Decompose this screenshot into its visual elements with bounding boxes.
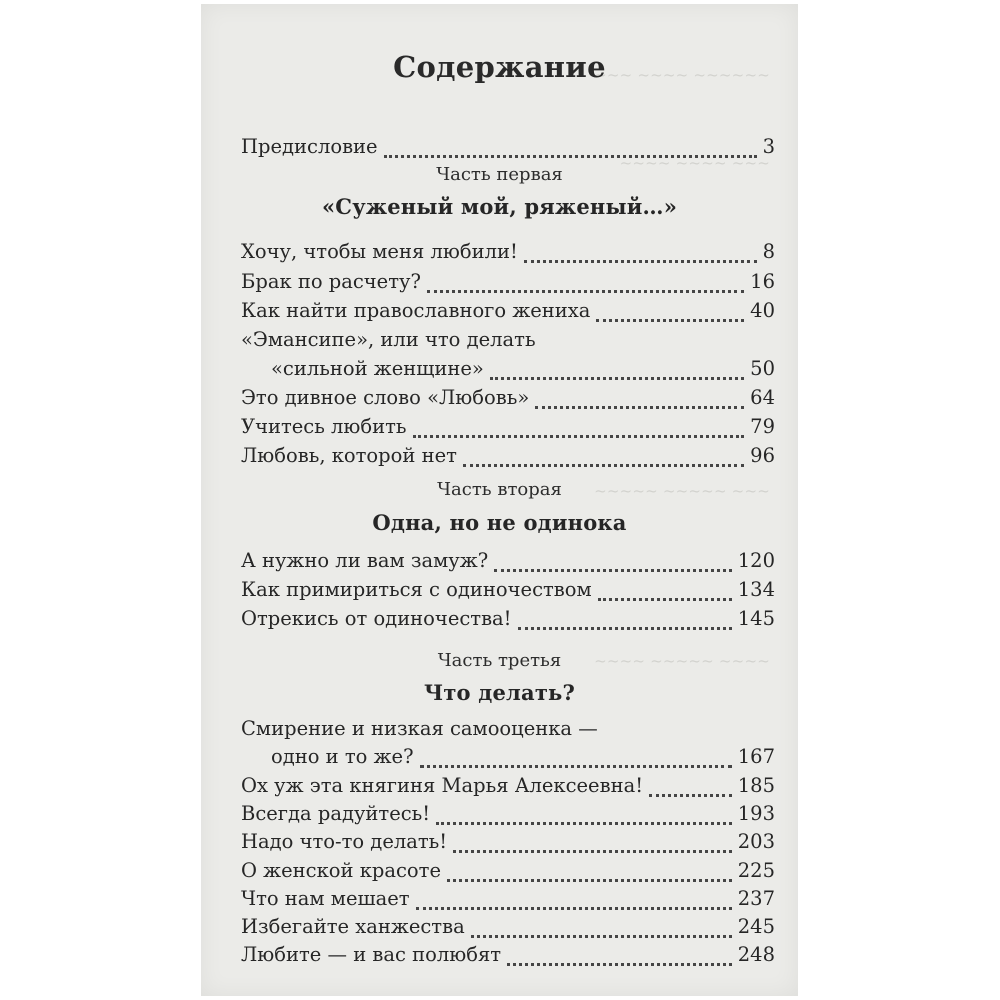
toc-entry-label: Что нам мешает — [241, 887, 410, 910]
toc-entry — [241, 915, 775, 945]
dot-leader — [427, 290, 744, 293]
dot-leader — [535, 406, 744, 409]
page-title: Содержание — [393, 50, 606, 84]
dot-leader — [416, 907, 732, 910]
toc-entry-preface — [241, 135, 775, 165]
toc-entry-page: 120 — [737, 549, 775, 572]
toc-entry-label: Как примириться с одиночеством — [241, 578, 592, 601]
toc-entry — [241, 887, 775, 917]
toc-entry-page: 8 — [762, 240, 775, 263]
toc-entry-label: Предисловие — [241, 135, 378, 158]
dot-leader — [413, 435, 745, 438]
toc-entry-label: одно и то же? — [271, 745, 414, 768]
part-caption: Часть первая — [436, 164, 563, 185]
toc-entry-label: Смирение и низкая самооценка — — [241, 717, 598, 740]
dot-leader — [384, 155, 757, 158]
part-caption: Часть вторая — [437, 479, 562, 500]
part-title: «Суженый мой, ряженый…» — [321, 194, 678, 219]
dot-leader — [463, 464, 744, 467]
show-through-text: ~~~~ ~~~~~ ~~~~ — [594, 652, 770, 670]
dot-leader — [494, 569, 732, 572]
toc-entry-label: Ох уж эта княгиня Марья Алексеевна! — [241, 774, 644, 797]
toc-entry-label: Избегайте ханжества — [241, 915, 465, 938]
part-title: Что делать? — [423, 680, 576, 705]
toc-entry — [241, 578, 775, 608]
toc-entry-page: 248 — [737, 943, 775, 966]
dot-leader — [507, 963, 732, 966]
toc-entry-page: 193 — [737, 802, 775, 825]
show-through-text: ~~~~~ ~~~~~ ~~~ — [594, 482, 770, 500]
toc-entry-label: Как найти православного жениха — [241, 299, 591, 322]
toc-entry — [271, 745, 775, 775]
dot-leader — [598, 598, 732, 601]
toc-entry-page: 185 — [737, 774, 775, 797]
dot-leader — [436, 822, 732, 825]
toc-entry — [241, 386, 775, 416]
toc-entry — [241, 415, 775, 445]
toc-entry — [241, 299, 775, 329]
toc-entry-page: 225 — [737, 859, 775, 882]
toc-entry-page: 64 — [750, 386, 775, 409]
toc-entry — [241, 607, 775, 637]
toc-entry — [241, 802, 775, 832]
toc-entry-page: 203 — [737, 830, 775, 853]
toc-entry-page: 40 — [750, 299, 775, 322]
toc-entry-label: Хочу, чтобы меня любили! — [241, 240, 518, 263]
toc-entry-label: Учитесь любить — [241, 415, 407, 438]
toc-entry-label: Любовь, которой нет — [241, 444, 457, 467]
toc-entry — [241, 549, 775, 579]
toc-entry-label: А нужно ли вам замуж? — [241, 549, 489, 572]
part-caption: Часть третья — [437, 650, 562, 671]
toc-entry-page: 79 — [750, 415, 775, 438]
toc-entry-label: Это дивное слово «Любовь» — [241, 386, 530, 409]
toc-entry-page: 96 — [750, 444, 775, 467]
toc-entry — [241, 774, 775, 804]
toc-entry-label: Любите — и вас полюбят — [241, 943, 502, 966]
toc-entry-label: «Эмансипе», или что делать — [241, 328, 536, 351]
toc-entry-page: 245 — [737, 915, 775, 938]
show-through-text: ~~~ ~~~~ ~~~~~~ — [594, 66, 770, 84]
toc-entry-page: 50 — [750, 357, 775, 380]
toc-entry-page: 167 — [737, 745, 775, 768]
toc-entry-label: Отрекись от одиночества! — [241, 607, 512, 630]
toc-entry — [241, 830, 775, 860]
toc-entry-page: 134 — [737, 578, 775, 601]
toc-entry-page: 16 — [750, 270, 775, 293]
dot-leader — [490, 377, 744, 380]
toc-entry — [241, 240, 775, 270]
toc-entry-label: Надо что-то делать! — [241, 830, 448, 853]
dot-leader — [596, 319, 744, 322]
toc-entry-page: 237 — [737, 887, 775, 910]
dot-leader — [453, 850, 732, 853]
toc-entry — [241, 859, 775, 889]
toc-entry — [241, 444, 775, 474]
dot-leader — [524, 260, 757, 263]
dot-leader — [471, 935, 732, 938]
toc-entry-label: О женской красоте — [241, 859, 441, 882]
toc-entry — [271, 357, 775, 387]
toc-entry-page: 145 — [737, 607, 775, 630]
toc-entry-page: 3 — [762, 135, 775, 158]
toc-entry-label: Всегда радуйтесь! — [241, 802, 431, 825]
part-title: Одна, но не одинока — [372, 510, 627, 535]
dot-leader — [420, 765, 732, 768]
toc-entry — [241, 943, 775, 973]
dot-leader — [447, 879, 732, 882]
show-through-text: ~~~~ ~~~~ ~~~ — [619, 154, 770, 172]
toc-entry-label: «сильной женщине» — [271, 357, 484, 380]
dot-leader — [518, 627, 732, 630]
book-page — [201, 4, 798, 996]
dot-leader — [649, 794, 732, 797]
toc-entry-label: Брак по расчету? — [241, 270, 421, 293]
toc-entry — [241, 270, 775, 300]
